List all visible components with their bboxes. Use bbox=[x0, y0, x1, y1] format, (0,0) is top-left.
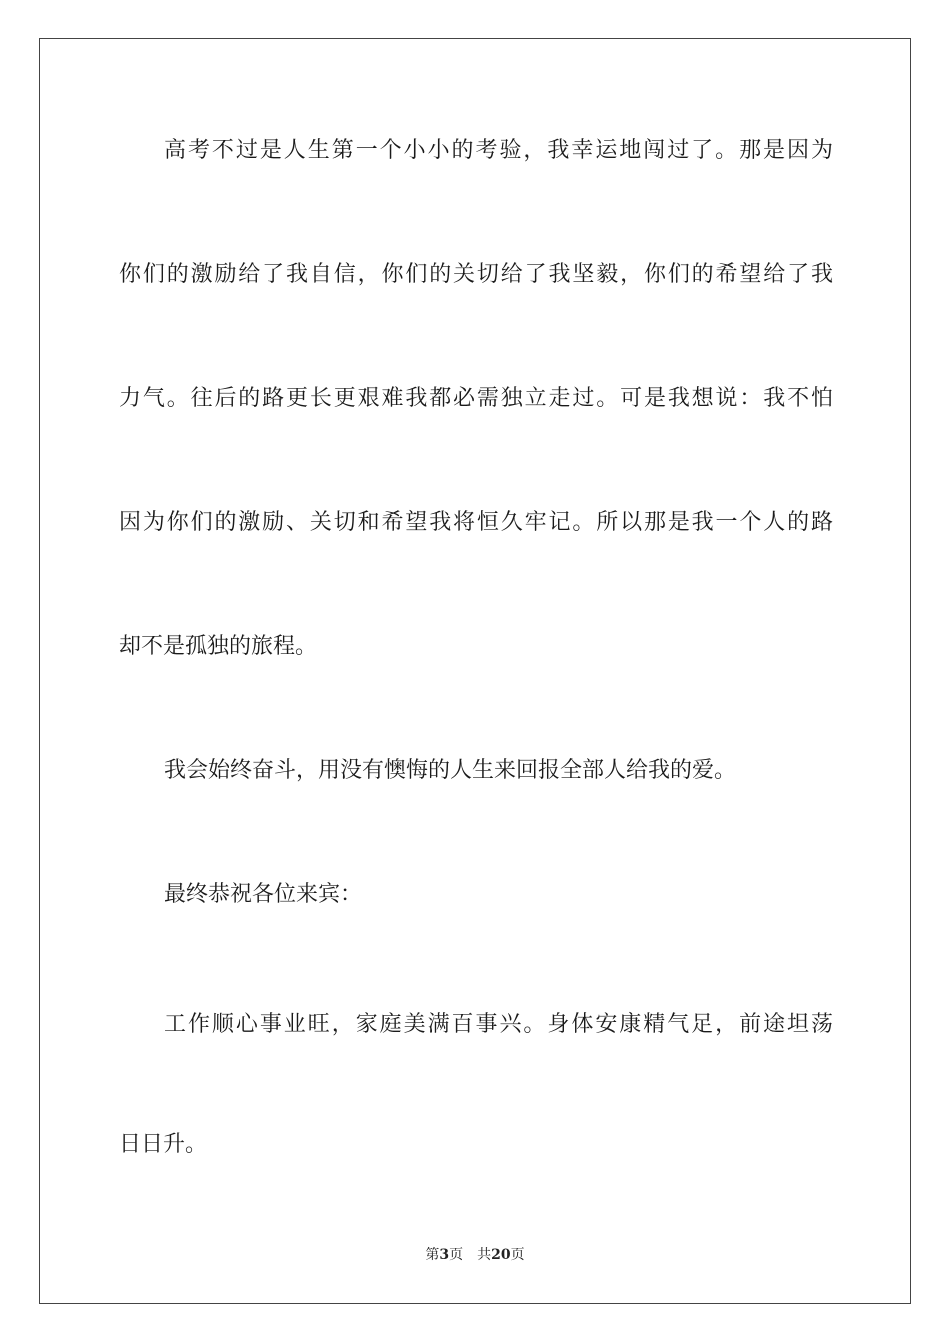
paragraph-line: 力气。往后的路更长更艰难我都必需独立走过。可是我想说：我不怕 bbox=[119, 386, 833, 411]
page-unit: 页 bbox=[449, 1247, 464, 1263]
total-prefix: 共 bbox=[477, 1247, 492, 1263]
paragraph-line: 高考不过是人生第一个小小的考验，我幸运地闯过了。那是因为 bbox=[164, 138, 833, 163]
page-footer bbox=[0, 1245, 950, 1265]
page-prefix: 第 bbox=[425, 1247, 440, 1263]
paragraph-line: 你们的激励给了我自信，你们的关切给了我坚毅，你们的希望给了我 bbox=[119, 262, 833, 287]
total-unit: 页 bbox=[510, 1247, 525, 1263]
paragraph-line: 因为你们的激励、关切和希望我将恒久牢记。所以那是我一个人的路 bbox=[119, 510, 833, 535]
paragraph-line: 最终恭祝各位来宾： bbox=[164, 882, 363, 907]
paragraph-line: 我会始终奋斗，用没有懊悔的人生来回报全部人给我的爱。 bbox=[164, 758, 737, 783]
paragraph-line: 日日升。 bbox=[119, 1132, 208, 1157]
paragraph-line: 工作顺心事业旺，家庭美满百事兴。身体安康精气足，前途坦荡 bbox=[164, 1012, 833, 1037]
total-pages: 20 bbox=[491, 1247, 511, 1263]
page-number: 3 bbox=[439, 1247, 450, 1263]
paragraph-line: 却不是孤独的旅程。 bbox=[119, 634, 318, 659]
page-frame bbox=[39, 38, 911, 1304]
